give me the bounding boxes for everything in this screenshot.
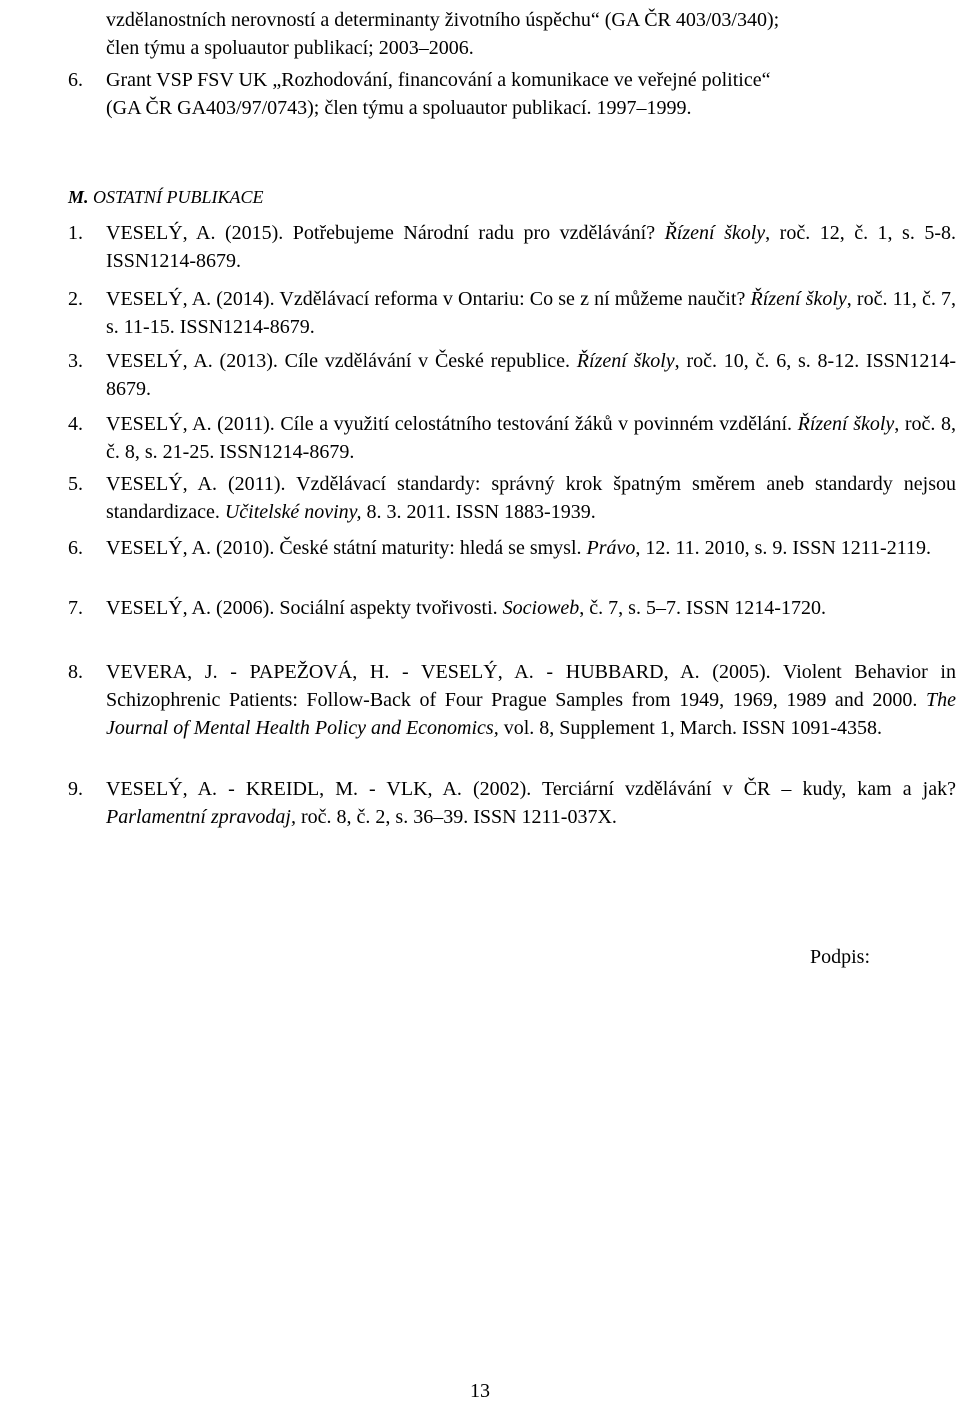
item-number: 1. [68,222,83,244]
journal-name: Řízení školy [797,413,895,435]
item-number: 6. [68,69,83,91]
citation-text: VESELÝ, A. (2013). Cíle vzdělávání v České republice. [106,350,577,372]
text-line: vzdělanostních nerovností a determinanty životního úspěchu“ (GA ČR 403/03/340); [106,9,780,31]
citation-details: , roč. 10, č. 6, s. 8-12. ISSN1214-8679. [106,350,956,400]
item-number: 4. [68,413,83,435]
citation-details: roč. 8, č. 2, s. 36–39. ISSN 1211-037X. [296,806,617,828]
publication-item [68,594,956,622]
citation-text: VESELÝ, A. (2006). Sociální aspekty tvořivosti. [106,597,503,619]
journal-name: Řízení školy [576,350,675,372]
item-number: 8. [68,661,83,683]
page-number: 13 [470,1380,490,1402]
publication-item [68,534,956,562]
publication-item [68,470,956,526]
item-number: 9. [68,778,83,800]
citation-text: VEVERA, J. - PAPEŽOVÁ, H. - VESELÝ, A. - HUBBARD, A. (2005). Violent Behavior in Schizophrenic Patients: Follow-Back of Four Prague Samples from 1949, 1969, 1989 and 2000. [106,661,956,711]
citation-text: VESELÝ, A. - KREIDL, M. - VLK, A. (2002). Terciární vzdělávání v ČR – kudy, kam a jak? [106,778,956,800]
journal-name: Řízení školy [750,288,847,310]
journal-name: Socioweb [502,597,580,619]
citation-details: , roč. 12, č. 1, s. 5-8. ISSN1214-8679. [106,222,956,272]
grant-item-6 [68,66,956,122]
citation-text: VESELÝ, A. (2015). Potřebujeme Národní radu pro vzdělávání? [106,222,665,244]
section-heading [68,183,264,211]
publication-item [68,219,956,275]
citation-text: VESELÝ, A. (2011). Vzdělávací standardy: správný krok špatným směrem aneb standardy nejsou standardizace. [106,473,956,523]
citation-text: VESELÝ, A. (2010). České státní maturity: hledá se smysl. [106,537,587,559]
journal-name: The Journal of Mental Health Policy and Economics, [106,689,956,739]
citation-text: VESELÝ, A. (2014). Vzdělávací reforma v Ontariu: Co se z ní můžeme naučit? [106,288,751,310]
continuation-paragraph [106,6,956,62]
journal-name: Parlamentní zpravodaj, [106,806,296,828]
item-number: 5. [68,473,83,495]
citation-text: VESELÝ, A. (2011). Cíle a využití celostátního testování žáků v povinném vzdělání. [106,413,798,435]
publication-item [68,347,956,403]
signature-label: Podpis: [810,946,871,968]
citation-details: , roč. 8, č. 8, s. 21-25. ISSN1214-8679. [106,413,956,463]
journal-name: Řízení školy [664,222,766,244]
citation-details: , 12. 11. 2010, s. 9. ISSN 1211-2119. [635,537,931,559]
section-letter: M. [68,187,89,207]
publication-item [68,410,956,466]
publication-item [68,775,956,831]
text-line: Grant VSP FSV UK „Rozhodování, financování a komunikace ve veřejné politice“ [106,69,771,91]
citation-details: , č. 7, s. 5–7. ISSN 1214-1720. [579,597,826,619]
item-number: 2. [68,288,83,310]
item-number: 3. [68,350,83,372]
publication-item [68,658,956,742]
item-number: 6. [68,537,83,559]
citation-details: 8. 3. 2011. ISSN 1883-1939. [361,501,596,523]
item-number: 7. [68,597,83,619]
citation-details: , roč. 11, č. 7, s. 11-15. ISSN1214-8679. [106,288,957,338]
text-line: (GA ČR GA403/97/0743); člen týmu a spoluautor publikací. 1997–1999. [106,97,692,119]
journal-name: Právo [586,537,636,559]
section-title: OSTATNÍ PUBLIKACE [93,187,264,207]
journal-name: Učitelské noviny, [224,501,362,523]
citation-details: vol. 8, Supplement 1, March. ISSN 1091-4358. [498,717,883,739]
publication-item [68,285,956,341]
text-line: člen týmu a spoluautor publikací; 2003–2006. [106,37,474,59]
